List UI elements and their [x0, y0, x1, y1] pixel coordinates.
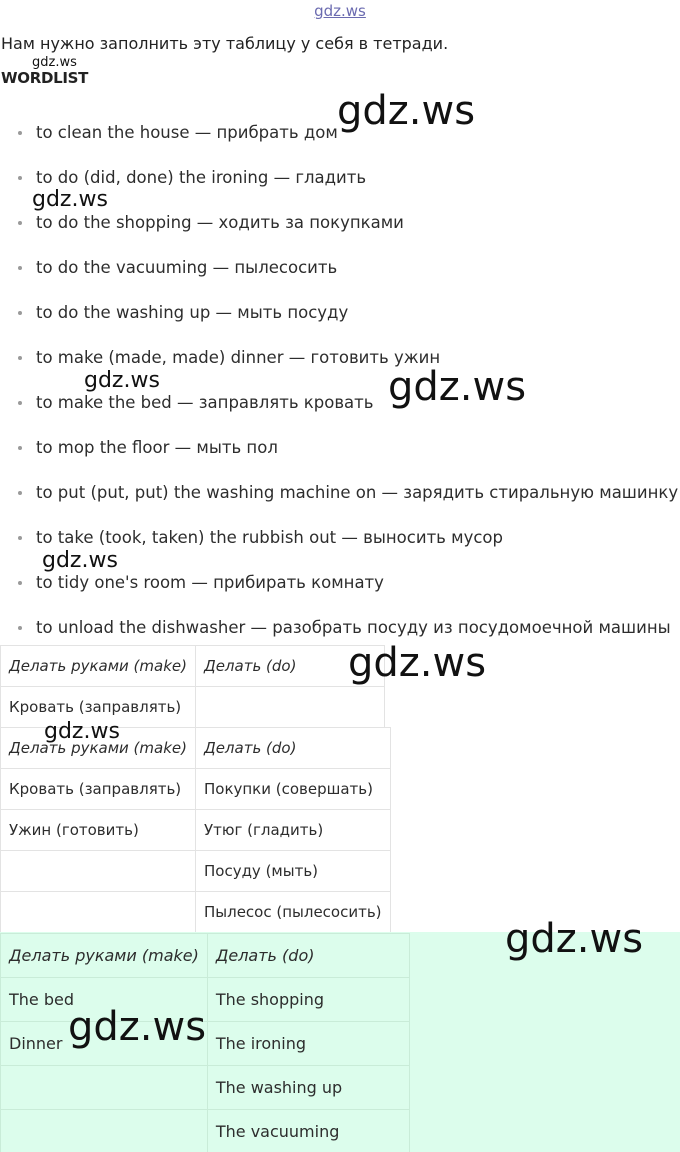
bullet-icon	[18, 221, 22, 225]
table-draft-1	[0, 645, 385, 728]
header-do: Делать (do)	[195, 646, 384, 687]
bullet-icon	[18, 131, 22, 135]
watermark: gdz.ws	[84, 368, 160, 393]
table-row	[1, 892, 391, 933]
bullet-icon	[18, 626, 22, 630]
watermark: gdz.ws	[68, 1004, 207, 1050]
table-row	[1, 851, 391, 892]
wordlist-item-text: to put (put, put) the washing machine on — зарядить стиральную машинку	[36, 483, 679, 502]
bullet-icon	[18, 581, 22, 585]
table-cell: Посуду (мыть)	[195, 851, 390, 892]
wordlist-item	[0, 433, 680, 478]
top-link[interactable]: gdz.ws	[314, 2, 366, 20]
table-cell: Ужин (готовить)	[1, 810, 196, 851]
table-cell: The bed	[1, 978, 208, 1022]
table-cell: The shopping	[207, 978, 409, 1022]
wordlist-item	[0, 298, 680, 343]
table-row	[1, 769, 391, 810]
table-draft-2	[0, 727, 391, 933]
wordlist-item	[0, 388, 680, 433]
table-cell: Кровать (заправлять)	[1, 687, 196, 728]
watermark: gdz.ws	[348, 640, 487, 686]
bullet-icon	[18, 176, 22, 180]
wordlist-item-text: to unload the dishwasher — разобрать посуду из посудомоечной машины	[36, 618, 671, 637]
watermark: gdz.ws	[32, 187, 108, 212]
table-cell	[195, 687, 384, 728]
watermark: gdz.ws	[42, 548, 118, 573]
watermark: gdz.ws	[337, 88, 476, 134]
table-cell	[1, 892, 196, 933]
wordlist-item-text: to make the bed — заправлять кровать	[36, 393, 374, 412]
wordlist-item-text: to tidy one's room — прибирать комнату	[36, 573, 384, 592]
table-row	[1, 1110, 410, 1152]
table-cell	[1, 1066, 208, 1110]
watermark: gdz.ws	[32, 55, 77, 70]
bullet-icon	[18, 356, 22, 360]
bullet-icon	[18, 266, 22, 270]
table-cell: The washing up	[207, 1066, 409, 1110]
table-cell: Утюг (гладить)	[195, 810, 390, 851]
watermark: gdz.ws	[44, 719, 120, 744]
table-row	[1, 810, 391, 851]
bullet-icon	[18, 446, 22, 450]
wordlist-item	[0, 253, 680, 298]
header-do: Делать (do)	[207, 934, 409, 978]
table-cell	[1, 851, 196, 892]
header-make: Делать руками (make)	[1, 934, 208, 978]
table-cell: Покупки (совершать)	[195, 769, 390, 810]
watermark: gdz.ws	[505, 916, 644, 962]
watermark: gdz.ws	[388, 364, 527, 410]
wordlist-item-text: to do (did, done) the ironing — гладить	[36, 168, 367, 187]
header-do: Делать (do)	[195, 728, 390, 769]
table-cell: The ironing	[207, 1022, 409, 1066]
wordlist-item	[0, 568, 680, 613]
wordlist-item-text: to mop the floor — мыть пол	[36, 438, 278, 457]
table-header-row	[1, 646, 385, 687]
table-cell	[1, 1110, 208, 1152]
bullet-icon	[18, 491, 22, 495]
intro-text: Нам нужно заполнить эту таблицу у себя в тетради.	[1, 34, 449, 53]
table-header-row	[1, 934, 410, 978]
bullet-icon	[18, 311, 22, 315]
header-make: Делать руками (make)	[1, 646, 196, 687]
wordlist-item-text: to do the shopping — ходить за покупками	[36, 213, 404, 232]
wordlist-heading: WORDLIST	[1, 69, 89, 87]
bullet-icon	[18, 536, 22, 540]
table-cell: The vacuuming	[207, 1110, 409, 1152]
table-cell: Пылесос (пылесосить)	[195, 892, 390, 933]
table-row	[1, 1066, 410, 1110]
wordlist-item-text: to take (took, taken) the rubbish out — выносить мусор	[36, 528, 504, 547]
wordlist-item	[0, 208, 680, 253]
wordlist-item-text: to do the washing up — мыть посуду	[36, 303, 349, 322]
wordlist-item-text: to make (made, made) dinner — готовить ужин	[36, 348, 441, 367]
table-cell: Dinner	[1, 1022, 208, 1066]
wordlist-item-text: to do the vacuuming — пылесосить	[36, 258, 338, 277]
bullet-icon	[18, 401, 22, 405]
wordlist-item	[0, 478, 680, 523]
header-make: Делать руками (make)	[1, 728, 196, 769]
wordlist-item-text: to clean the house — прибрать дом	[36, 123, 338, 142]
table-cell: Кровать (заправлять)	[1, 769, 196, 810]
